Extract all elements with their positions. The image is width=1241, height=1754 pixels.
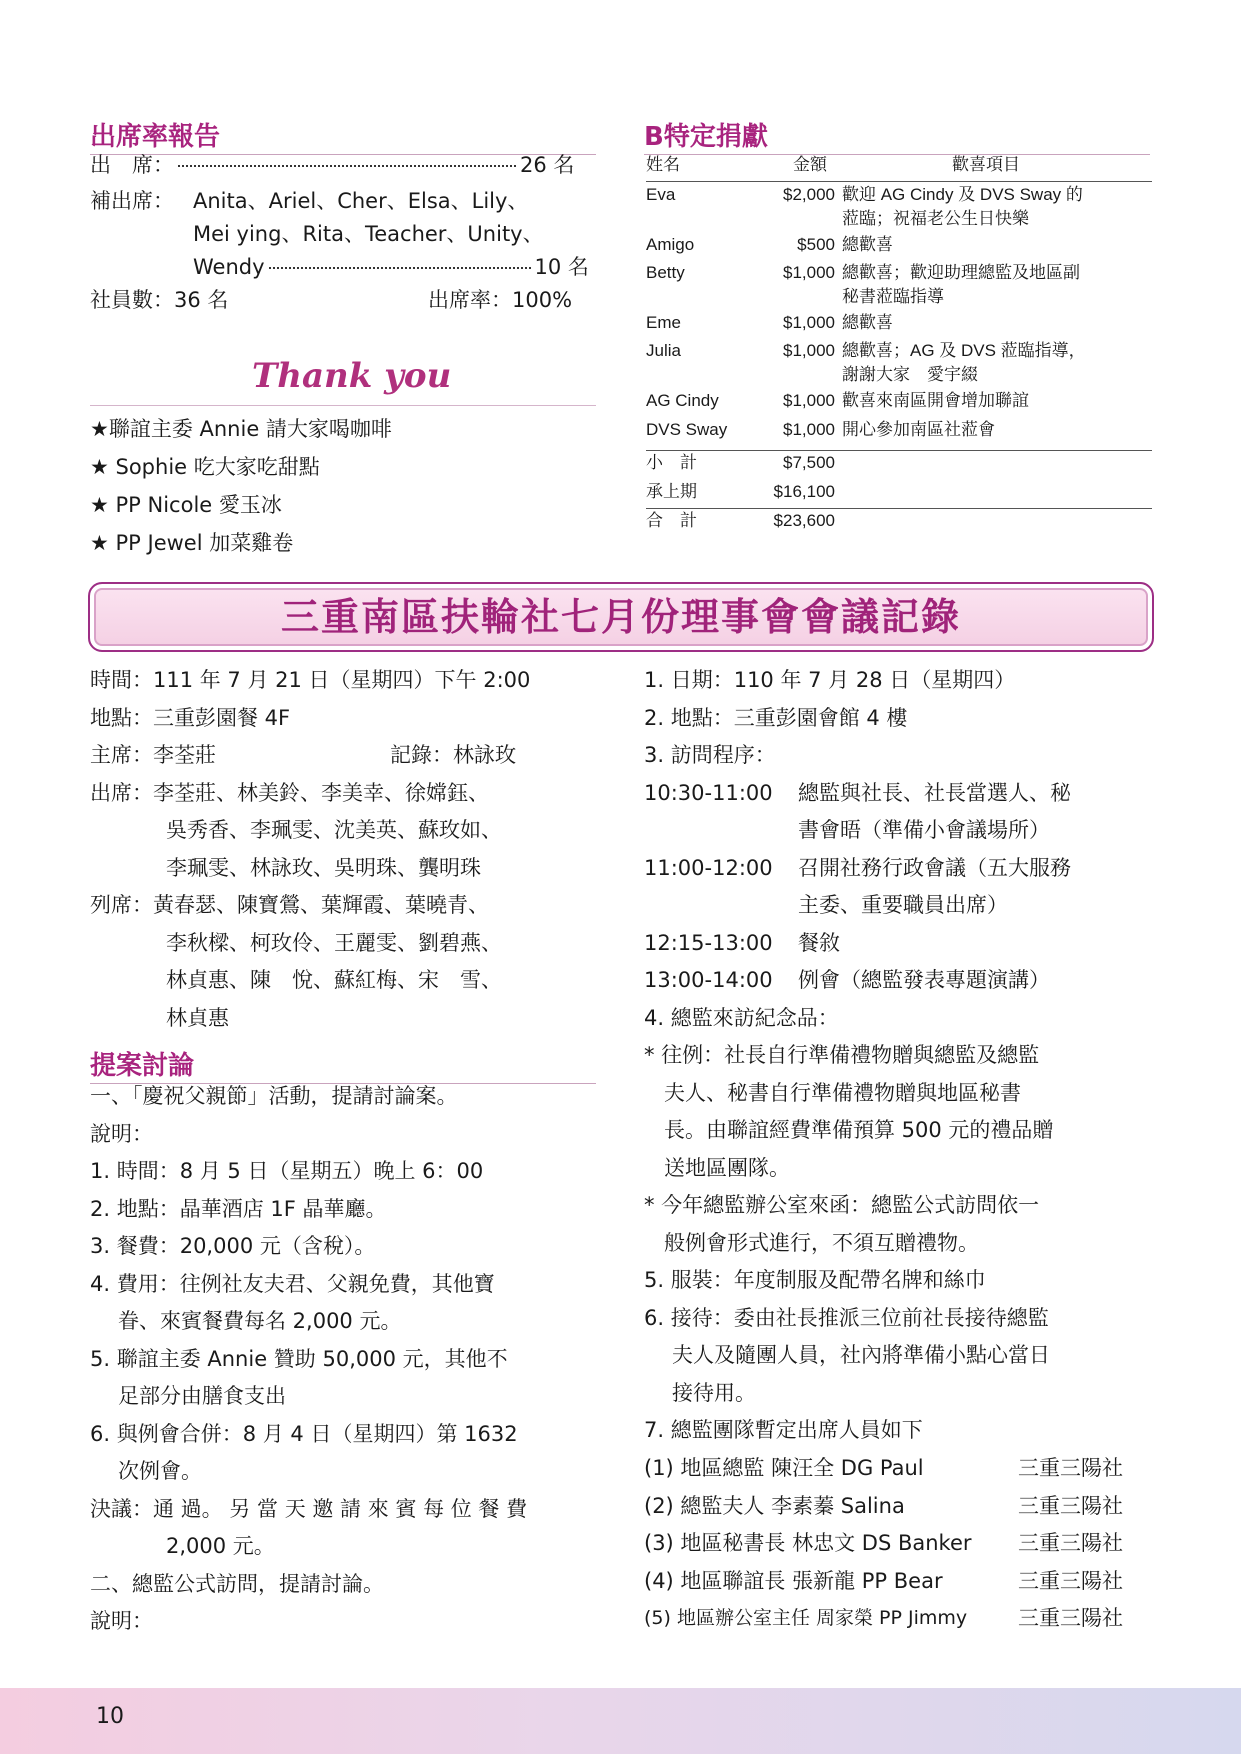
subtotal-label: 小 計 xyxy=(646,453,697,472)
schedule-time: 10:30-11:00 xyxy=(644,781,773,805)
proposal-line: 足部分由膳食支出 xyxy=(118,1384,286,1408)
member-count: 社員數：36 名 xyxy=(90,288,229,312)
visit-line: * 往例：社長自行準備禮物贈與總監及總監 xyxy=(644,1043,1040,1067)
banner-title: 三重南區扶輪社七月份理事會會議記錄 xyxy=(280,595,961,639)
schedule-text: 主委、重要職員出席） xyxy=(798,893,1008,917)
visit-line: 2. 地點：三重彭園會館 4 樓 xyxy=(644,705,908,730)
visit-line: 送地區團隊。 xyxy=(664,1156,790,1180)
team-club: 三重三陽社 xyxy=(1018,1568,1123,1593)
team-member: (3) 地區秘書長 林忠文 DS Banker xyxy=(644,1531,972,1555)
proposal-line: 5. 聯誼主委 Annie 贊助 50,000 元，其他不 xyxy=(90,1347,508,1371)
proposal-line: 次例會。 xyxy=(118,1459,202,1483)
schedule-text: 總監與社長、社長當選人、秘 xyxy=(798,781,1071,805)
makeup-line-3: Wendy xyxy=(193,255,265,279)
attendance-title: 出席率報告 xyxy=(90,116,596,155)
makeup-value: 10 名 xyxy=(534,255,589,279)
title-banner xyxy=(88,582,1154,652)
schedule-text: 例會（總監發表專題演講） xyxy=(798,968,1050,992)
donor-amount: $500 xyxy=(797,235,835,254)
donor-name: Eme xyxy=(646,313,681,332)
makeup-label: 補出席： xyxy=(90,189,174,213)
visit-line: 般例會形式進行，不須互贈禮物。 xyxy=(664,1231,979,1255)
record-line: 李秋樑、柯玫伶、王麗雯、劉碧燕、 xyxy=(166,931,502,955)
page-number: 10 xyxy=(96,1704,124,1729)
proposal-line: 6. 與例會合併：8 月 4 日（星期四）第 1632 xyxy=(90,1422,518,1446)
thanks-divider xyxy=(90,405,596,406)
donor-amount: $1,000 xyxy=(783,263,835,282)
donor-amount: $1,000 xyxy=(783,391,835,410)
donor-note: 歡喜來南區開會增加聯誼 xyxy=(842,391,1029,410)
schedule-time: 13:00-14:00 xyxy=(644,968,773,992)
team-member: (4) 地區聯誼長 張新龍 PP Bear xyxy=(644,1568,943,1593)
donor-name: DVS Sway xyxy=(646,420,728,439)
record-line: 地點：三重彭園餐 4F xyxy=(90,706,291,730)
thanks-item: ★聯誼主委 Annie 請大家喝咖啡 xyxy=(90,417,392,441)
proposal-line: 3. 餐費：20,000 元（含稅）。 xyxy=(90,1234,376,1258)
thanks-item: ★ Sophie 吃大家吃甜點 xyxy=(90,455,320,479)
header-item: 歡喜項目 xyxy=(952,155,1020,174)
proposal-line: 4. 費用：往例社友夫君、父親免費，其他寶 xyxy=(90,1272,495,1296)
record-line: 時間：111 年 7 月 21 日（星期四）下午 2:00 xyxy=(90,668,531,692)
visit-line: 接待用。 xyxy=(672,1381,756,1405)
subtotal-rule xyxy=(646,450,1152,451)
present-value: 26 名 xyxy=(520,153,575,177)
record-line: 吳秀香、李珮雯、沈美英、蘇玫如、 xyxy=(166,818,502,842)
donor-amount: $1,000 xyxy=(783,313,835,332)
donor-note: 謝謝大家 愛宇綴 xyxy=(842,365,978,384)
thank-you-script: Thank you xyxy=(252,356,452,396)
team-member: (2) 總監夫人 李素蓁 Salina xyxy=(644,1493,905,1518)
total-value: $23,600 xyxy=(773,511,835,530)
footer-band xyxy=(0,1688,1241,1754)
makeup-line-1: Anita、Ariel、Cher、Elsa、Lily、 xyxy=(193,189,529,213)
schedule-time: 12:15-13:00 xyxy=(644,931,773,955)
donor-name: Betty xyxy=(646,263,685,282)
team-club: 三重三陽社 xyxy=(1018,1456,1123,1480)
visit-line: 夫人及隨團人員，社內將準備小點心當日 xyxy=(672,1343,1050,1367)
total-rule xyxy=(646,508,1152,509)
donor-name: AG Cindy xyxy=(646,391,719,410)
proposal-line: 說明： xyxy=(90,1122,153,1146)
donor-note: 秘書蒞臨指導 xyxy=(842,287,944,306)
visit-line: 5. 服裝：年度制服及配帶名牌和絲巾 xyxy=(644,1268,986,1292)
donor-amount: $2,000 xyxy=(783,185,835,204)
team-member: (1) 地區總監 陳汪全 DG Paul xyxy=(644,1456,924,1480)
present-label: 出 席： xyxy=(90,153,174,177)
record-line: 林貞惠 xyxy=(166,1006,229,1030)
visit-line: 3. 訪問程序： xyxy=(644,743,776,767)
visit-line: 1. 日期：110 年 7 月 28 日（星期四） xyxy=(644,668,1016,692)
donor-note: 開心參加南區社蒞會 xyxy=(842,420,995,439)
team-club: 三重三陽社 xyxy=(1018,1531,1123,1555)
donor-note: 總歡喜 xyxy=(842,313,893,332)
donor-note: 總歡喜；AG 及 DVS 蒞臨指導， xyxy=(842,341,1086,360)
schedule-text: 餐敘 xyxy=(798,931,840,955)
subtotal-value: $7,500 xyxy=(783,453,835,472)
visit-line: 4. 總監來訪紀念品： xyxy=(644,1006,839,1030)
thanks-item: ★ PP Nicole 愛玉冰 xyxy=(90,493,282,517)
donor-amount: $1,000 xyxy=(783,420,835,439)
attendance-present-row xyxy=(90,150,574,180)
makeup-line-2: Mei ying、Rita、Teacher、Unity、 xyxy=(193,222,544,246)
donor-note: 總歡喜 xyxy=(842,235,893,254)
proposal-line: 一、「慶祝父親節」活動，提請討論案。 xyxy=(90,1084,458,1108)
record-line: 李珮雯、林詠玫、吳明珠、龔明珠 xyxy=(166,856,481,880)
makeup-row-3 xyxy=(193,252,589,282)
record-line: 記錄：林詠玫 xyxy=(390,743,516,767)
team-club: 三重三陽社 xyxy=(1018,1606,1123,1630)
team-club: 三重三陽社 xyxy=(1018,1493,1123,1518)
visit-line: 夫人、秘書自行準備禮物贈與地區秘書 xyxy=(664,1081,1021,1105)
proposal-line: 說明： xyxy=(90,1609,153,1633)
thanks-item: ★ PP Jewel 加菜雞卷 xyxy=(90,531,294,555)
header-amount: 金額 xyxy=(793,155,827,174)
record-line: 林貞惠、陳 悅、蘇紅梅、宋 雪、 xyxy=(166,968,502,992)
record-line: 列席：黃春瑟、陳寶鶯、葉輝霞、葉曉青、 xyxy=(90,893,489,917)
schedule-text: 書會晤（準備小會議場所） xyxy=(798,818,1050,842)
donor-note: 歡迎 AG Cindy 及 DVS Sway 的 xyxy=(842,185,1083,204)
team-member: (5) 地區辦公室主任 周家榮 PP Jimmy xyxy=(644,1607,968,1629)
schedule-time: 11:00-12:00 xyxy=(644,856,773,880)
donor-name: Eva xyxy=(646,185,676,204)
carry-value: $16,100 xyxy=(773,482,835,501)
proposal-line: 眷、來賓餐費每名 2,000 元。 xyxy=(118,1309,402,1333)
donor-note: 蒞臨；祝福老公生日快樂 xyxy=(842,209,1029,228)
proposal-line: 決議：通 過。 另 當 天 邀 請 來 賓 每 位 餐 費 xyxy=(90,1497,528,1521)
proposal-line: 2. 地點：晶華酒店 1F 晶華廳。 xyxy=(90,1197,387,1221)
header-rule xyxy=(646,181,1152,182)
record-line: 出席：李荃莊、林美鈴、李美幸、徐嫦鈺、 xyxy=(90,781,489,805)
visit-line: * 今年總監辦公室來函：總監公式訪問依一 xyxy=(644,1193,1040,1217)
visit-line: 7. 總監團隊暫定出席人員如下 xyxy=(644,1418,923,1442)
proposal-line: 二、總監公式訪問，提請討論。 xyxy=(90,1572,384,1596)
proposal-title: 提案討論 xyxy=(90,1045,596,1084)
donor-amount: $1,000 xyxy=(783,341,835,360)
donation-table xyxy=(646,154,1152,534)
donor-name: Julia xyxy=(646,341,681,360)
visit-line: 6. 接待：委由社長推派三位前社長接待總監 xyxy=(644,1306,1049,1330)
schedule-text: 召開社務行政會議（五大服務 xyxy=(798,856,1071,880)
donor-name: Amigo xyxy=(646,235,695,254)
header-name: 姓名 xyxy=(646,155,680,174)
donation-title: B特定捐獻 xyxy=(644,116,1150,155)
carry-label: 承上期 xyxy=(646,482,697,501)
proposal-line: 2,000 元。 xyxy=(166,1534,275,1558)
donor-note: 總歡喜；歡迎助理總監及地區副 xyxy=(842,263,1080,282)
total-label: 合 計 xyxy=(646,511,697,530)
proposal-line: 1. 時間：8 月 5 日（星期五）晚上 6：00 xyxy=(90,1159,484,1183)
attendance-rate: 出席率：100% xyxy=(428,288,573,312)
record-line: 主席：李荃莊 xyxy=(90,743,216,767)
visit-line: 長。由聯誼經費準備預算 500 元的禮品贈 xyxy=(664,1118,1054,1142)
